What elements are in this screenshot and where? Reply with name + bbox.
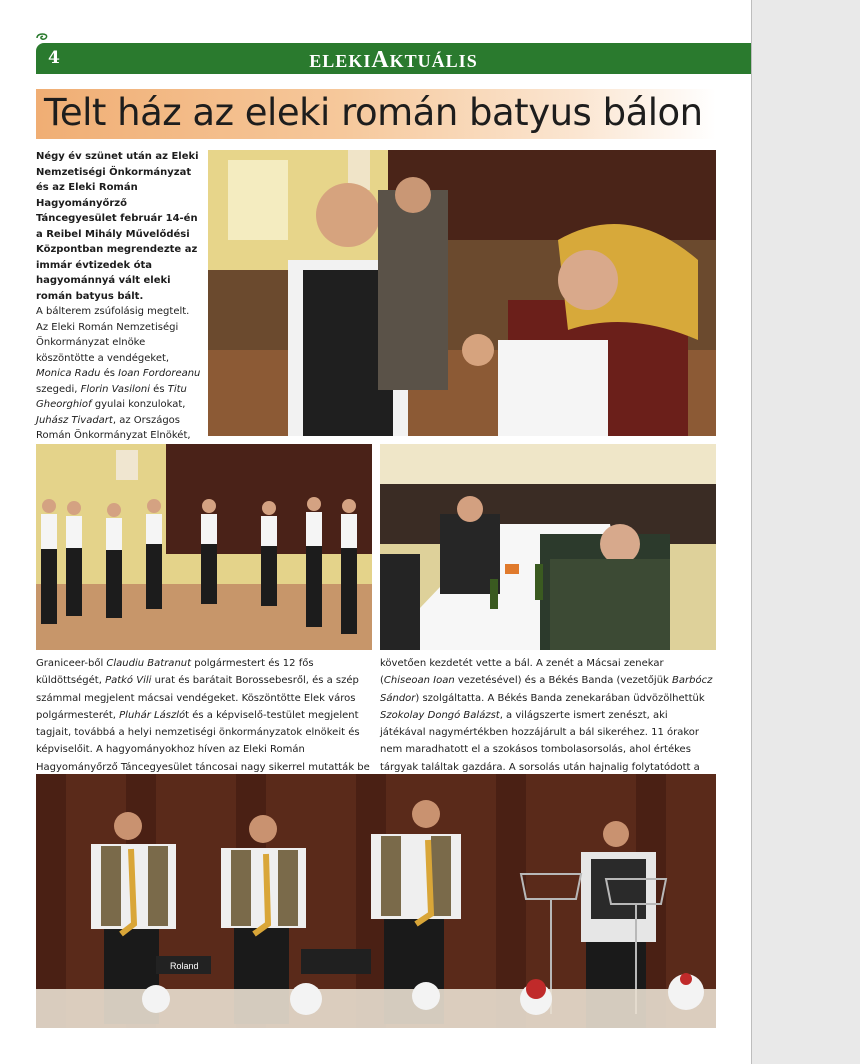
person-name: Chiseoan Ioan — [383, 675, 455, 687]
person-name: Patkó Vili — [105, 675, 152, 687]
lead-column — [36, 149, 202, 475]
body-text: és — [100, 368, 119, 379]
body-text: A bálterem zsúfolásig megtelt. — [36, 306, 190, 317]
masthead — [36, 47, 751, 74]
article-column-2 — [380, 655, 716, 793]
body-text: ) szolgáltatta. A Békés Banda zenekarában üdvözölhettük — [415, 692, 705, 704]
body-text: vezetésével) és a Békés Banda (vezetőjük — [454, 675, 673, 687]
swirl-ornament-icon — [35, 32, 49, 42]
person-name: Szokolay Dongó Balázst — [380, 709, 500, 721]
page-number: 4 — [48, 48, 60, 68]
photo-band-on-stage — [36, 774, 716, 1028]
body-text: , a világszerte ismert zenészt, aki játékával nagymértékben hozzájárult a bál sikeréhez. 11 órakor nem maradhatott el a szokásos tombolasorsolás, ahol értékes tárgyak találtak gazdára. A sorsolás után hajnalig folytatódott a — [380, 709, 700, 773]
person-name: Pluhár László — [119, 709, 186, 721]
article-column-1 — [36, 655, 370, 793]
person-name: Claudiu Batranut — [106, 658, 192, 669]
body-text: és — [150, 383, 168, 395]
body-text: követően kezdetét vette a bál. A zenét a Mácsai zenekar ( — [380, 658, 664, 687]
person-name: Titu Gheorghiof — [36, 383, 187, 410]
body-text: t és a képviselő-testület megjelent tagjait, továbbá a helyi nemzetiségi önkormányzatok elnökeit és képviselőit. A hagyományokhoz híven az Eleki Román Hagyományőrző Táncegyesület táncosai nagy sikerrel mutatták be — [36, 709, 370, 773]
body-text: polgármestert és 12 fős küldöttségét, — [36, 658, 314, 687]
headline-band — [36, 89, 716, 139]
keyboard-brand-label: Roland — [170, 961, 199, 971]
photo-guests-at-tables — [380, 444, 716, 650]
body-text: , az Országos Román Önkormányzat Elnökét, — [36, 414, 191, 441]
photo-dance-ensemble — [36, 444, 372, 650]
photo-dancing-couple — [208, 150, 716, 436]
person-name: Florin Vasiloni — [80, 383, 150, 395]
masthead-prefix: ELEKI — [309, 51, 372, 71]
body-text: urat és barátait Borossebesről, és a szép számmal megjelent mácsai vendégeket. Köszöntötte Elek város polgármesterét, — [36, 675, 359, 721]
header-bar — [36, 43, 751, 74]
masthead-rest: KTUÁLIS — [389, 51, 478, 71]
body-text: Graniceer-ből — [36, 658, 107, 669]
person-name: Barbócz Sándor — [380, 675, 713, 704]
article-headline: Telt ház az eleki román batyus bálon — [44, 91, 703, 134]
person-name: Ioan Fordoreanu — [118, 368, 201, 379]
lead-paragraph: Négy év szünet után az Eleki Nemzetiségi Önkormányzat és az Eleki Román Hagyományőrző Táncegyesület február 14-én a Reibel Mihály Művelődési Központban megrendezte az immár évtizedek óta hagyománnyá vált eleki román batyus bált. — [36, 151, 199, 302]
body-text: gyulai konzulokat, — [91, 399, 186, 410]
body-text: szegedi, — [36, 383, 81, 395]
person-name: Juhász Tivadart — [36, 414, 113, 426]
masthead-initial: A — [371, 47, 390, 73]
person-name: Monica Radu — [36, 368, 101, 379]
body-text: Az Eleki Román Nemzetiségi Önkormányzat elnöke köszöntötte a vendégeket, — [36, 321, 179, 364]
